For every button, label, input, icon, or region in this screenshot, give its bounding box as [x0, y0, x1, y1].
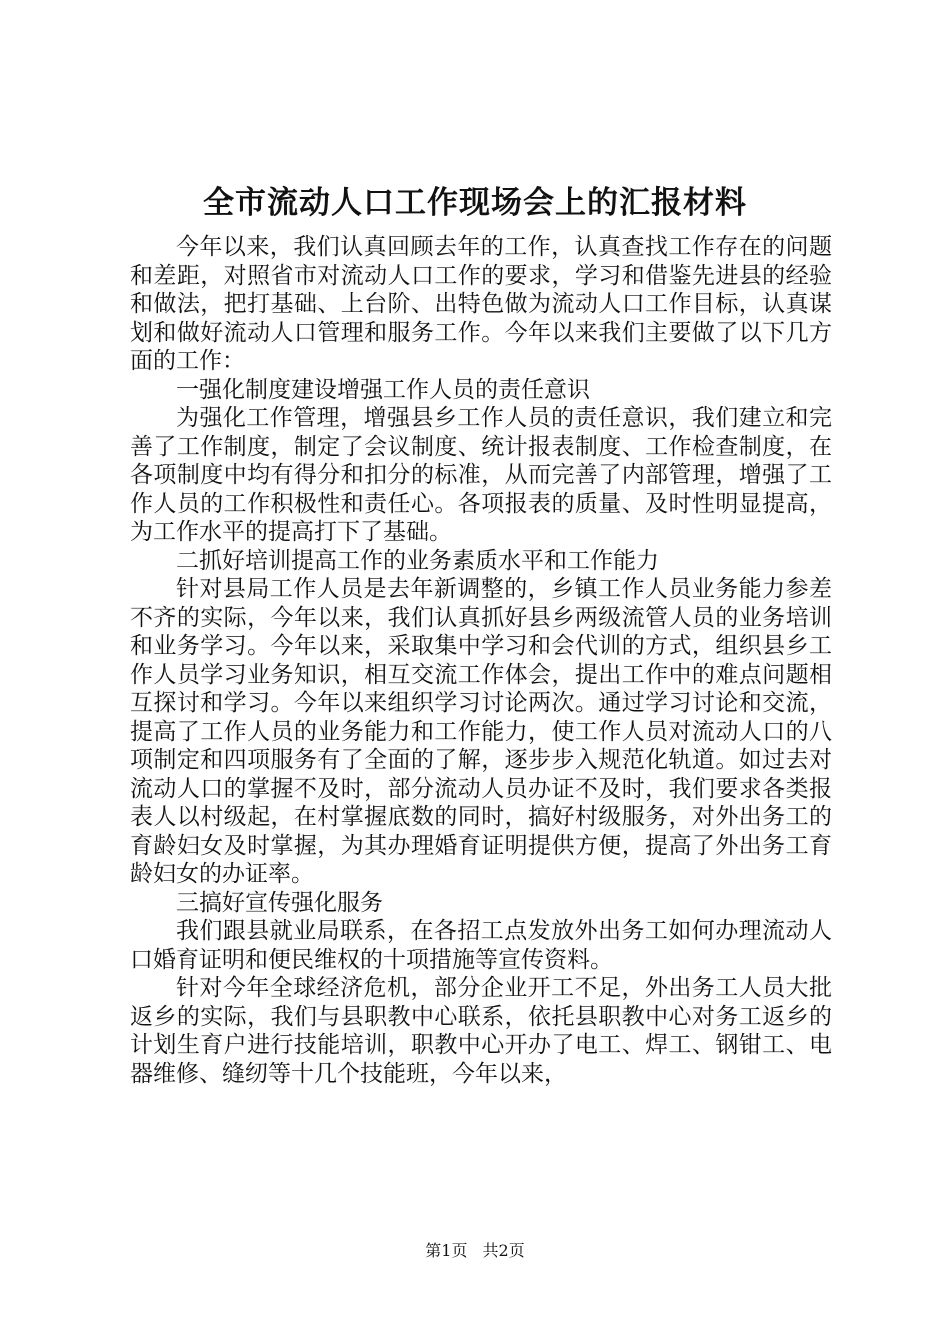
body-paragraph: 针对县局工作人员是去年新调整的，乡镇工作人员业务能力参差不齐的实际，今年以来，我们认真抓好县乡两级流管人员的业务培训和业务学习。今年以来，采取集中学习和会代训的方式，组织县乡工作人员学习业务知识，相互交流工作体会，提出工作中的难点问题相互探讨和学习。今年以来组织学习讨论两次。通过学习讨论和交流，提高了工作人员的业务能力和工作能力，使工作人员对流动人口的八项制定和四项服务有了全面的了解，逐步步入规范化轨道。如过去对流动人口的掌握不及时，部分流动人员办证不及时，我们要求各类报表人以村级起，在村掌握底数的同时，搞好村级服务，对外出务工的育龄妇女及时掌握，为其办理婚育证明提供方便，提高了外出务工育龄妇女的办证率。: [130, 576, 832, 887]
body-paragraph: 今年以来，我们认真回顾去年的工作，认真查找工作存在的问题和差距，对照省市对流动人口工作的要求，学习和借鉴先进县的经验和做法，把打基础、上台阶、出特色做为流动人口工作目标，认真谋划和做好流动人口管理和服务工作。今年以来我们主要做了以下几方面的工作：: [130, 234, 832, 374]
page-number-current: 第1页: [425, 1241, 468, 1260]
document-title: 全市流动人口工作现场会上的汇报材料: [203, 185, 747, 221]
section-heading: 三搞好宣传强化服务: [176, 889, 383, 916]
body-paragraph: 我们跟县就业局联系，在各招工点发放外出务工如何办理流动人口婚育证明和便民维权的十项措施等宣传资料。: [130, 918, 832, 973]
page-number-total: 共2页: [482, 1241, 525, 1260]
body-paragraph: 为强化工作管理，增强县乡工作人员的责任意识，我们建立和完善了工作制度，制定了会议制度、统计报表制度、工作检查制度，在各项制度中均有得分和扣分的标准，从而完善了内部管理，增强了工作人员的工作积极性和责任心。各项报表的质量、及时性明显提高，为工作水平的提高打下了基础。: [130, 405, 832, 545]
section-heading: 二抓好培训提高工作的业务素质水平和工作能力: [176, 547, 659, 574]
section-heading: 一强化制度建设增强工作人员的责任意识: [176, 376, 590, 403]
body-paragraph: 针对今年全球经济危机，部分企业开工不足，外出务工人员大批返乡的实际，我们与县职教中心联系，依托县职教中心对务工返乡的计划生育户进行技能培训，职教中心开办了电工、焊工、钢钳工、电器维修、缝纫等十几个技能班，今年以来，: [130, 975, 832, 1087]
page-footer: [0, 1241, 950, 1261]
document-body: [130, 233, 832, 1088]
